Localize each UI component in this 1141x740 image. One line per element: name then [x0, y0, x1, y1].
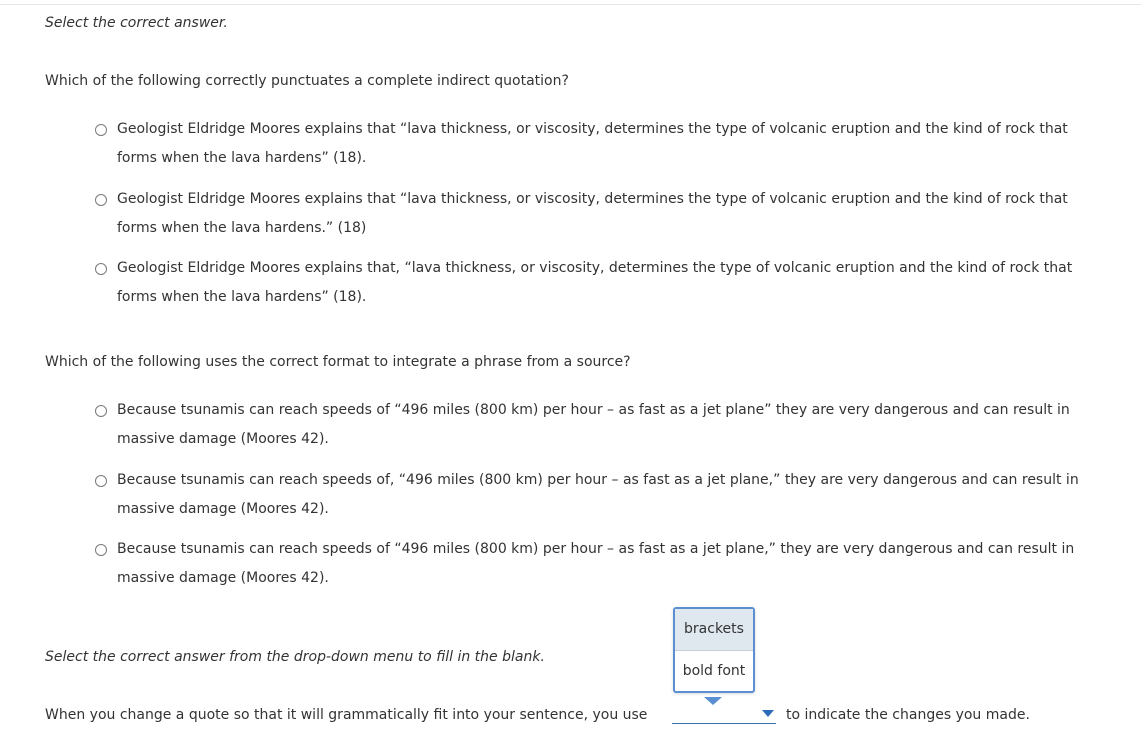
q2-prompt: Which of the following uses the correct format to integrate a phrase from a source? — [45, 354, 631, 370]
caret-down-icon — [762, 710, 774, 717]
radio-button-icon[interactable] — [95, 194, 107, 206]
option-text: Geologist Eldridge Moores explains that, “lava thickness, or viscosity, determines the type of volcanic eruption and the kind of rock that forms when the lava hardens” (18). — [117, 260, 1073, 305]
fill-in-blank-dropdown[interactable] — [672, 703, 776, 724]
q1-option-1[interactable] — [95, 122, 1068, 173]
q2-option-2[interactable] — [95, 473, 1079, 524]
option-text: Because tsunamis can reach speeds of, “496 miles (800 km) per hour – as fast as a jet plane,” they are very dangerous and can result in massive damage (Moores 42). — [117, 472, 1079, 517]
radio-button-icon[interactable] — [95, 263, 107, 275]
radio-button-icon[interactable] — [95, 544, 107, 556]
q2-option-3[interactable] — [95, 542, 1074, 593]
q3-sentence-after: to indicate the changes you made. — [786, 707, 1030, 723]
option-text: Geologist Eldridge Moores explains that “lava thickness, or viscosity, determines the type of volcanic eruption and the kind of rock that forms when the lava hardens” (18). — [117, 121, 1068, 166]
option-text: Because tsunamis can reach speeds of “496 miles (800 km) per hour – as fast as a jet plane,” they are very dangerous and can result in massive damage (Moores 42). — [117, 541, 1075, 586]
q2-option-1[interactable] — [95, 403, 1070, 454]
q3-sentence-before: When you change a quote so that it will grammatically fit into your sentence, you use — [45, 707, 648, 723]
dropdown-option-bold-font[interactable]: bold font — [682, 663, 746, 679]
radio-button-icon[interactable] — [95, 124, 107, 136]
q1-option-2[interactable] — [95, 192, 1068, 243]
dropdown-menu — [673, 607, 755, 693]
q3-instruction: Select the correct answer from the drop-down menu to fill in the blank. — [45, 649, 545, 665]
radio-button-icon[interactable] — [95, 475, 107, 487]
q1-prompt: Which of the following correctly punctuates a complete indirect quotation? — [45, 73, 569, 89]
q1-instruction: Select the correct answer. — [45, 15, 228, 31]
q1-option-3[interactable] — [95, 261, 1072, 312]
top-divider — [0, 4, 1141, 5]
option-text: Geologist Eldridge Moores explains that “lava thickness, or viscosity, determines the type of volcanic eruption and the kind of rock that forms when the lava hardens.” (18) — [117, 191, 1068, 236]
dropdown-option-brackets[interactable]: brackets — [675, 609, 753, 651]
radio-button-icon[interactable] — [95, 405, 107, 417]
option-text: Because tsunamis can reach speeds of “496 miles (800 km) per hour – as fast as a jet plane” they are very dangerous and can result in massive damage (Moores 42). — [117, 402, 1070, 447]
